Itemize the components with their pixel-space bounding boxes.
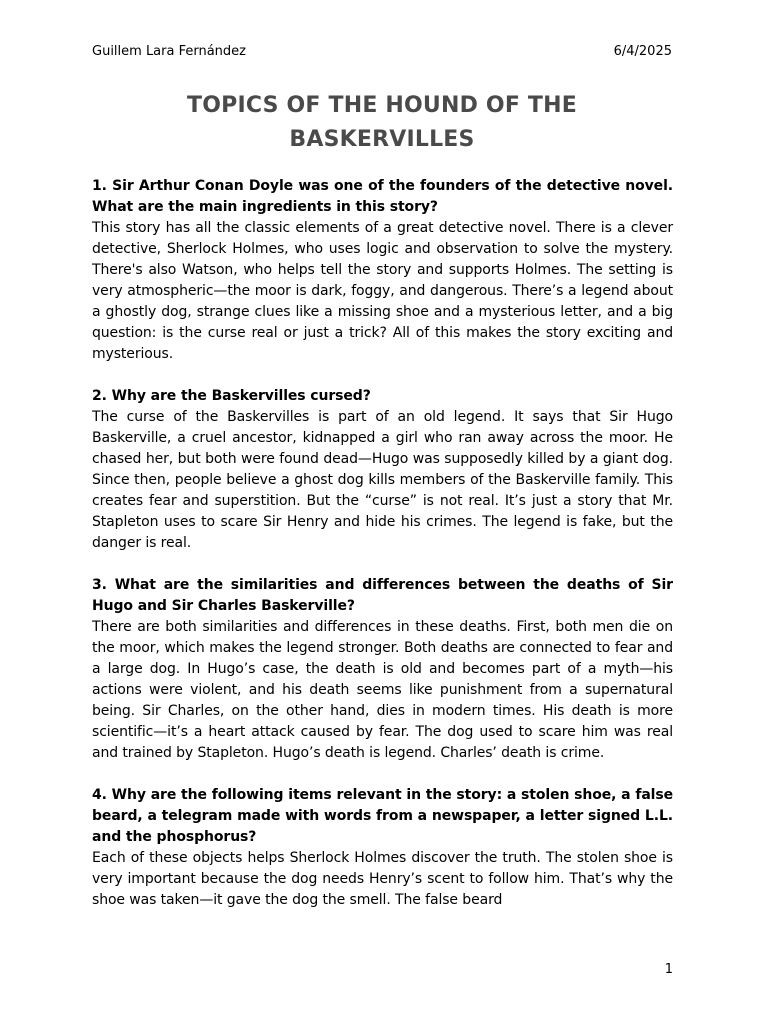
document-body [92, 176, 673, 932]
page-number: 1 [664, 962, 673, 977]
page-header [92, 44, 672, 60]
answer-paragraph: This story has all the classic elements of a great detective novel. There is a clever detective, Sherlock Holmes, who uses logic and observation to solve the mystery. There's also Watson, who helps tell the story and supports Holmes. The setting is very atmospheric—the moor is dark, foggy, and dangerous. There’s a legend about a ghostly dog, strange clues like a missing shoe and a mysterious letter, and a big question: is the curse real or just a trick? All of this makes the story exciting and mysterious. [92, 220, 673, 362]
question-heading: 2. Why are the Baskervilles cursed? [92, 388, 371, 404]
author-name: Guillem Lara Fernández [92, 44, 246, 59]
question-section-4 [92, 785, 673, 911]
document-title: TOPICS OF THE HOUND OF THE BASKERVILLES [187, 93, 577, 152]
question-heading: 4. Why are the following items relevant in the story: a stolen shoe, a false beard, a telegram made with words from a newspaper, a letter signed L.L. and the phosphorus? [92, 787, 673, 845]
question-heading: 1. Sir Arthur Conan Doyle was one of the founders of the detective novel. What are the main ingredients in this story? [92, 178, 673, 215]
answer-paragraph: There are both similarities and differences in these deaths. First, both men die on the moor, which makes the legend stronger. Both deaths are connected to fear and a large dog. In Hugo’s case, the death is old and becomes part of a myth—his actions were violent, and his death seems like punishment from a supernatural being. Sir Charles, on the other hand, dies in modern times. His death is more scientific—it’s a heart attack caused by fear. The dog used to scare him was real and trained by Stapleton. Hugo’s death is legend. Charles’ death is crime. [92, 619, 673, 761]
document-date: 6/4/2025 [613, 44, 672, 59]
answer-paragraph: Each of these objects helps Sherlock Holmes discover the truth. The stolen shoe is very important because the dog needs Henry’s scent to follow him. That’s why the shoe was taken—it gave the dog the smell. The false beard [92, 850, 673, 908]
question-section-1 [92, 176, 673, 365]
answer-paragraph: The curse of the Baskervilles is part of an old legend. It says that Sir Hugo Baskerville, a cruel ancestor, kidnapped a girl who ran away across the moor. He chased her, but both were found dead—Hugo was supposedly killed by a giant dog. Since then, people believe a ghost dog kills members of the Baskerville family. This creates fear and superstition. But the “curse” is not real. It’s just a story that Mr. Stapleton uses to scare Sir Henry and hide his crimes. The legend is fake, but the danger is real. [92, 409, 673, 551]
question-section-3 [92, 575, 673, 764]
question-section-2 [92, 386, 673, 554]
question-heading: 3. What are the similarities and differences between the deaths of Sir Hugo and Sir Charles Baskerville? [92, 577, 673, 614]
